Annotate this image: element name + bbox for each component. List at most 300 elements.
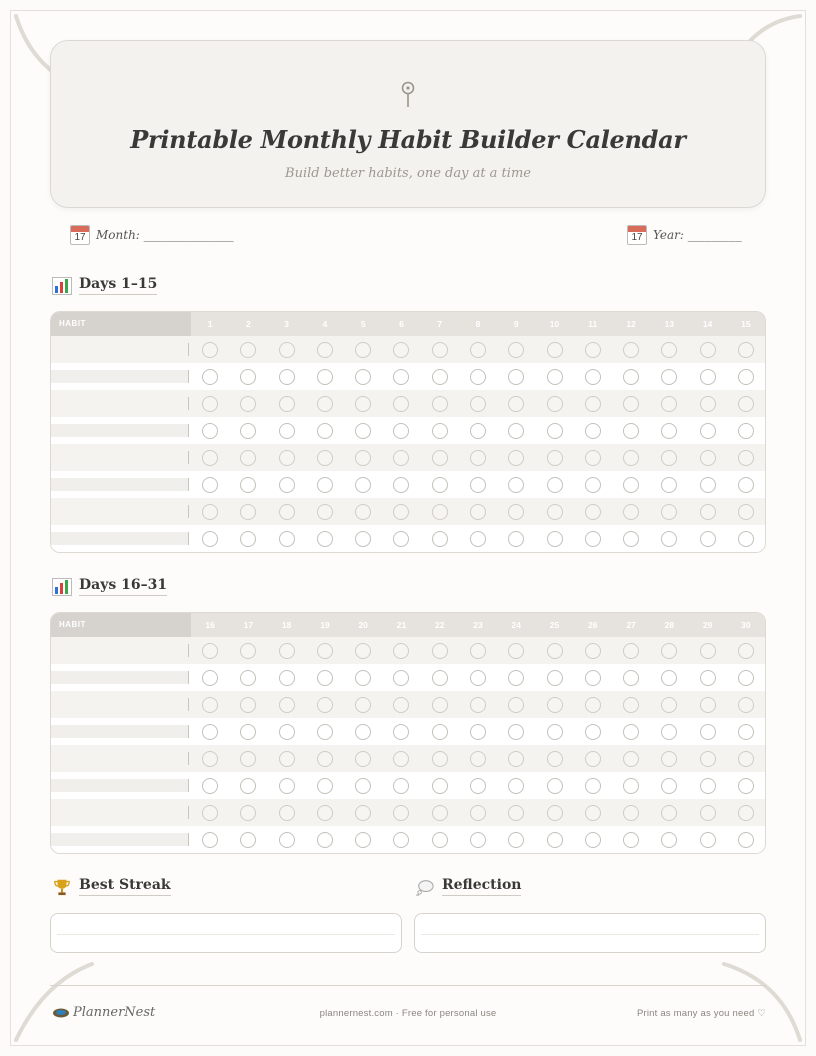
- day-checkbox[interactable]: [585, 724, 601, 740]
- day-checkbox[interactable]: [279, 423, 295, 439]
- day-checkbox[interactable]: [393, 504, 409, 520]
- day-column-header: 11: [588, 319, 598, 329]
- day-checkbox[interactable]: [738, 751, 754, 767]
- day-checkbox[interactable]: [738, 697, 754, 713]
- day-checkbox[interactable]: [508, 369, 524, 385]
- day-checkbox[interactable]: [432, 805, 448, 821]
- day-checkbox[interactable]: [508, 697, 524, 713]
- day-checkbox[interactable]: [279, 369, 295, 385]
- day-checkbox[interactable]: [547, 531, 563, 547]
- day-checkbox[interactable]: [700, 724, 716, 740]
- day-checkbox[interactable]: [470, 805, 486, 821]
- day-checkbox[interactable]: [585, 805, 601, 821]
- day-checkbox[interactable]: [393, 531, 409, 547]
- day-checkbox[interactable]: [508, 342, 524, 358]
- day-checkbox[interactable]: [317, 369, 333, 385]
- day-checkbox[interactable]: [738, 477, 754, 493]
- day-checkbox[interactable]: [470, 369, 486, 385]
- day-checkbox[interactable]: [279, 531, 295, 547]
- day-checkbox[interactable]: [547, 697, 563, 713]
- day-checkbox[interactable]: [508, 724, 524, 740]
- day-checkbox[interactable]: [240, 450, 256, 466]
- table-row: [51, 718, 765, 745]
- day-checkbox[interactable]: [202, 531, 218, 547]
- table-row: [51, 691, 765, 718]
- day-checkbox[interactable]: [623, 778, 639, 794]
- day-checkbox[interactable]: [700, 670, 716, 686]
- day-checkbox[interactable]: [585, 423, 601, 439]
- day-checkbox[interactable]: [393, 670, 409, 686]
- day-checkbox[interactable]: [508, 531, 524, 547]
- habit-name-field[interactable]: [51, 417, 191, 444]
- day-checkbox[interactable]: [393, 396, 409, 412]
- day-checkbox[interactable]: [240, 751, 256, 767]
- day-checkbox[interactable]: [547, 724, 563, 740]
- day-checkbox[interactable]: [585, 477, 601, 493]
- day-checkbox[interactable]: [279, 477, 295, 493]
- day-checkbox[interactable]: [317, 450, 333, 466]
- habit-name-field[interactable]: [51, 772, 191, 799]
- day-checkbox[interactable]: [355, 751, 371, 767]
- day-checkbox[interactable]: [317, 396, 333, 412]
- day-checkbox[interactable]: [585, 643, 601, 659]
- day-checkbox[interactable]: [470, 724, 486, 740]
- day-checkbox[interactable]: [547, 369, 563, 385]
- day-checkbox[interactable]: [585, 369, 601, 385]
- day-checkbox[interactable]: [432, 531, 448, 547]
- day-checkbox[interactable]: [585, 396, 601, 412]
- day-checkbox[interactable]: [393, 423, 409, 439]
- day-checkbox[interactable]: [700, 423, 716, 439]
- day-checkbox[interactable]: [470, 751, 486, 767]
- day-checkbox[interactable]: [279, 724, 295, 740]
- day-checkbox[interactable]: [393, 832, 409, 848]
- bar-chart-icon: [52, 578, 72, 596]
- day-checkbox[interactable]: [202, 477, 218, 493]
- year-label: Year: _________: [653, 228, 742, 242]
- day-checkbox[interactable]: [355, 724, 371, 740]
- day-checkbox[interactable]: [279, 450, 295, 466]
- day-checkbox[interactable]: [738, 805, 754, 821]
- day-checkbox[interactable]: [470, 697, 486, 713]
- day-checkbox[interactable]: [240, 396, 256, 412]
- day-checkbox[interactable]: [240, 697, 256, 713]
- day-column-header: 29: [702, 620, 713, 630]
- day-checkbox[interactable]: [470, 643, 486, 659]
- day-checkbox[interactable]: [738, 369, 754, 385]
- day-checkbox[interactable]: [432, 670, 448, 686]
- best-streak-input[interactable]: [50, 913, 402, 953]
- day-checkbox[interactable]: [355, 805, 371, 821]
- table-row: [51, 664, 765, 691]
- habit-name-field[interactable]: [51, 444, 191, 471]
- day-checkbox[interactable]: [279, 805, 295, 821]
- day-checkbox[interactable]: [317, 751, 333, 767]
- day-checkbox[interactable]: [317, 342, 333, 358]
- day-checkbox[interactable]: [700, 751, 716, 767]
- day-checkbox[interactable]: [738, 504, 754, 520]
- day-checkbox[interactable]: [623, 697, 639, 713]
- day-checkbox[interactable]: [661, 531, 677, 547]
- day-checkbox[interactable]: [661, 450, 677, 466]
- table-header: [51, 312, 765, 336]
- day-checkbox[interactable]: [585, 450, 601, 466]
- day-column-header: 10: [549, 319, 560, 329]
- habit-name-field[interactable]: [51, 637, 191, 664]
- day-checkbox[interactable]: [700, 805, 716, 821]
- day-checkbox[interactable]: [202, 369, 218, 385]
- footer-note: Print as many as you need ♡: [636, 1008, 766, 1019]
- thought-bubble-icon: [415, 878, 435, 896]
- day-checkbox[interactable]: [508, 504, 524, 520]
- day-checkbox[interactable]: [661, 670, 677, 686]
- day-checkbox[interactable]: [470, 396, 486, 412]
- day-checkbox[interactable]: [317, 832, 333, 848]
- day-checkbox[interactable]: [393, 450, 409, 466]
- day-checkbox[interactable]: [623, 805, 639, 821]
- day-checkbox[interactable]: [355, 697, 371, 713]
- day-checkbox[interactable]: [547, 423, 563, 439]
- day-checkbox[interactable]: [700, 643, 716, 659]
- day-checkbox[interactable]: [738, 450, 754, 466]
- habit-column-header: HABIT: [51, 613, 191, 637]
- day-checkbox[interactable]: [470, 450, 486, 466]
- habit-name-field[interactable]: [51, 664, 191, 691]
- day-checkbox[interactable]: [661, 778, 677, 794]
- day-checkbox[interactable]: [623, 531, 639, 547]
- day-checkbox[interactable]: [279, 778, 295, 794]
- calendar-icon: 17: [627, 225, 647, 245]
- habit-name-field[interactable]: [51, 691, 191, 718]
- day-checkbox[interactable]: [508, 805, 524, 821]
- day-checkbox[interactable]: [355, 778, 371, 794]
- day-checkbox[interactable]: [738, 342, 754, 358]
- day-checkbox[interactable]: [202, 805, 218, 821]
- day-checkbox[interactable]: [661, 504, 677, 520]
- day-checkbox[interactable]: [585, 342, 601, 358]
- day-checkbox[interactable]: [661, 751, 677, 767]
- calendar-icon: 17: [70, 225, 90, 245]
- day-checkbox[interactable]: [585, 670, 601, 686]
- day-checkbox[interactable]: [317, 643, 333, 659]
- day-checkbox[interactable]: [202, 423, 218, 439]
- trophy-icon: [52, 878, 72, 896]
- day-checkbox[interactable]: [202, 450, 218, 466]
- day-checkbox[interactable]: [432, 697, 448, 713]
- day-column-header: 3: [284, 319, 290, 329]
- day-checkbox[interactable]: [623, 504, 639, 520]
- table-row: [51, 498, 765, 525]
- day-checkbox[interactable]: [202, 643, 218, 659]
- day-checkbox[interactable]: [317, 504, 333, 520]
- day-checkbox[interactable]: [661, 805, 677, 821]
- day-checkbox[interactable]: [585, 778, 601, 794]
- reflection-heading: [415, 877, 521, 896]
- day-checkbox[interactable]: [355, 531, 371, 547]
- day-checkbox[interactable]: [470, 423, 486, 439]
- day-checkbox[interactable]: [240, 778, 256, 794]
- day-checkbox[interactable]: [470, 778, 486, 794]
- day-column-header: 4: [322, 319, 328, 329]
- day-checkbox[interactable]: [355, 450, 371, 466]
- day-checkbox[interactable]: [700, 778, 716, 794]
- day-checkbox[interactable]: [355, 369, 371, 385]
- day-checkbox[interactable]: [585, 531, 601, 547]
- day-checkbox[interactable]: [623, 477, 639, 493]
- day-checkbox[interactable]: [202, 504, 218, 520]
- day-checkbox[interactable]: [700, 504, 716, 520]
- day-checkbox[interactable]: [279, 643, 295, 659]
- day-checkbox[interactable]: [317, 805, 333, 821]
- day-checkbox[interactable]: [700, 832, 716, 848]
- day-checkbox[interactable]: [279, 342, 295, 358]
- day-checkbox[interactable]: [202, 724, 218, 740]
- day-column-header: 2: [246, 319, 251, 329]
- day-checkbox[interactable]: [240, 724, 256, 740]
- day-checkbox[interactable]: [623, 396, 639, 412]
- day-checkbox[interactable]: [393, 477, 409, 493]
- day-checkbox[interactable]: [393, 697, 409, 713]
- day-checkbox[interactable]: [432, 450, 448, 466]
- habit-name-field[interactable]: [51, 745, 191, 772]
- day-checkbox[interactable]: [279, 832, 295, 848]
- day-column-header: 17: [243, 620, 254, 630]
- day-checkbox[interactable]: [355, 477, 371, 493]
- day-checkbox[interactable]: [202, 778, 218, 794]
- day-checkbox[interactable]: [202, 751, 218, 767]
- day-checkbox[interactable]: [432, 369, 448, 385]
- day-checkbox[interactable]: [585, 504, 601, 520]
- day-checkbox[interactable]: [700, 342, 716, 358]
- day-checkbox[interactable]: [623, 724, 639, 740]
- section-title: Days 16–31: [79, 577, 167, 596]
- day-checkbox[interactable]: [279, 670, 295, 686]
- day-checkbox[interactable]: [432, 342, 448, 358]
- day-checkbox[interactable]: [470, 670, 486, 686]
- day-checkbox[interactable]: [317, 697, 333, 713]
- day-checkbox[interactable]: [700, 396, 716, 412]
- day-checkbox[interactable]: [738, 670, 754, 686]
- day-checkbox[interactable]: [470, 342, 486, 358]
- day-checkbox[interactable]: [700, 450, 716, 466]
- day-checkbox[interactable]: [240, 423, 256, 439]
- day-checkbox[interactable]: [240, 643, 256, 659]
- best-streak-heading: [52, 877, 171, 896]
- day-checkbox[interactable]: [738, 778, 754, 794]
- habit-name-field[interactable]: [51, 363, 191, 390]
- day-checkbox[interactable]: [470, 832, 486, 848]
- day-checkbox[interactable]: [738, 724, 754, 740]
- day-checkbox[interactable]: [661, 724, 677, 740]
- day-checkbox[interactable]: [202, 832, 218, 848]
- day-column-header: 9: [513, 319, 519, 329]
- day-column-header: 21: [396, 620, 407, 630]
- habit-name-field[interactable]: [51, 799, 191, 826]
- day-checkbox[interactable]: [240, 832, 256, 848]
- day-checkbox[interactable]: [202, 342, 218, 358]
- year-field[interactable]: [627, 225, 742, 245]
- day-column-header: 26: [588, 620, 598, 630]
- day-checkbox[interactable]: [432, 724, 448, 740]
- day-checkbox[interactable]: [432, 643, 448, 659]
- day-checkbox[interactable]: [279, 751, 295, 767]
- day-checkbox[interactable]: [700, 477, 716, 493]
- day-checkbox[interactable]: [738, 832, 754, 848]
- table-row: [51, 363, 765, 390]
- day-checkbox[interactable]: [623, 670, 639, 686]
- day-checkbox[interactable]: [585, 832, 601, 848]
- day-checkbox[interactable]: [661, 643, 677, 659]
- day-checkbox[interactable]: [661, 477, 677, 493]
- day-checkbox[interactable]: [317, 477, 333, 493]
- habit-name-field[interactable]: [51, 390, 191, 417]
- table-body: [51, 637, 765, 853]
- day-checkbox[interactable]: [547, 751, 563, 767]
- day-checkbox[interactable]: [432, 423, 448, 439]
- day-checkbox[interactable]: [738, 643, 754, 659]
- footer-divider: [50, 985, 766, 986]
- day-checkbox[interactable]: [508, 778, 524, 794]
- day-checkbox[interactable]: [738, 423, 754, 439]
- day-checkbox[interactable]: [547, 450, 563, 466]
- day-checkbox[interactable]: [547, 396, 563, 412]
- day-checkbox[interactable]: [585, 751, 601, 767]
- day-checkbox[interactable]: [547, 643, 563, 659]
- table-row: [51, 444, 765, 471]
- day-checkbox[interactable]: [393, 342, 409, 358]
- month-field[interactable]: [70, 225, 234, 245]
- day-checkbox[interactable]: [432, 477, 448, 493]
- brand-name: PlannerNest: [73, 1005, 156, 1020]
- day-checkbox[interactable]: [240, 504, 256, 520]
- day-checkbox[interactable]: [355, 423, 371, 439]
- day-checkbox[interactable]: [355, 396, 371, 412]
- day-checkbox[interactable]: [508, 450, 524, 466]
- day-checkbox[interactable]: [547, 342, 563, 358]
- day-checkbox[interactable]: [623, 832, 639, 848]
- day-checkbox[interactable]: [623, 450, 639, 466]
- day-checkbox[interactable]: [547, 832, 563, 848]
- day-checkbox[interactable]: [738, 531, 754, 547]
- section-title: Reflection: [442, 877, 521, 896]
- day-checkbox[interactable]: [547, 778, 563, 794]
- day-checkbox[interactable]: [432, 504, 448, 520]
- day-checkbox[interactable]: [470, 504, 486, 520]
- day-checkbox[interactable]: [317, 531, 333, 547]
- day-checkbox[interactable]: [279, 697, 295, 713]
- day-checkbox[interactable]: [240, 805, 256, 821]
- day-checkbox[interactable]: [317, 778, 333, 794]
- day-checkbox[interactable]: [508, 832, 524, 848]
- section-days-16-31-heading: [52, 577, 167, 596]
- day-column-header: 20: [358, 620, 368, 630]
- footer-website: plannernest.com · Free for personal use: [319, 1008, 497, 1019]
- day-checkbox[interactable]: [661, 423, 677, 439]
- day-column-header: 15: [741, 319, 751, 329]
- habit-name-field[interactable]: [51, 471, 191, 498]
- day-checkbox[interactable]: [508, 643, 524, 659]
- day-checkbox[interactable]: [508, 423, 524, 439]
- day-checkbox[interactable]: [432, 832, 448, 848]
- day-checkbox[interactable]: [623, 643, 639, 659]
- day-checkbox[interactable]: [547, 670, 563, 686]
- day-checkbox[interactable]: [355, 504, 371, 520]
- day-checkbox[interactable]: [393, 751, 409, 767]
- day-checkbox[interactable]: [355, 643, 371, 659]
- day-checkbox[interactable]: [432, 778, 448, 794]
- day-checkbox[interactable]: [470, 477, 486, 493]
- day-checkbox[interactable]: [661, 342, 677, 358]
- day-checkbox[interactable]: [661, 832, 677, 848]
- table-header: [51, 613, 765, 637]
- habit-name-field[interactable]: [51, 826, 191, 853]
- day-checkbox[interactable]: [508, 477, 524, 493]
- day-checkbox[interactable]: [547, 805, 563, 821]
- day-checkbox[interactable]: [623, 423, 639, 439]
- day-checkbox[interactable]: [202, 697, 218, 713]
- habit-name-field[interactable]: [51, 525, 191, 552]
- table-row: [51, 772, 765, 799]
- day-checkbox[interactable]: [355, 670, 371, 686]
- habit-name-field[interactable]: [51, 718, 191, 745]
- day-checkbox[interactable]: [240, 477, 256, 493]
- day-checkbox[interactable]: [202, 396, 218, 412]
- day-checkbox[interactable]: [547, 477, 563, 493]
- day-checkbox[interactable]: [240, 531, 256, 547]
- day-checkbox[interactable]: [738, 396, 754, 412]
- day-checkbox[interactable]: [623, 751, 639, 767]
- day-checkbox[interactable]: [661, 396, 677, 412]
- day-checkbox[interactable]: [317, 724, 333, 740]
- day-checkbox[interactable]: [623, 342, 639, 358]
- day-checkbox[interactable]: [700, 531, 716, 547]
- day-checkbox[interactable]: [355, 832, 371, 848]
- day-checkbox[interactable]: [585, 697, 601, 713]
- day-checkbox[interactable]: [393, 805, 409, 821]
- day-checkbox[interactable]: [317, 423, 333, 439]
- day-checkbox[interactable]: [393, 643, 409, 659]
- table-row: [51, 525, 765, 552]
- day-checkbox[interactable]: [240, 670, 256, 686]
- day-checkbox[interactable]: [661, 697, 677, 713]
- day-checkbox[interactable]: [355, 342, 371, 358]
- day-checkbox[interactable]: [202, 670, 218, 686]
- reflection-input[interactable]: [414, 913, 766, 953]
- day-checkbox[interactable]: [508, 670, 524, 686]
- day-checkbox[interactable]: [393, 369, 409, 385]
- table-row: [51, 745, 765, 772]
- day-checkbox[interactable]: [623, 369, 639, 385]
- day-checkbox[interactable]: [393, 724, 409, 740]
- day-checkbox[interactable]: [508, 396, 524, 412]
- day-checkbox[interactable]: [240, 342, 256, 358]
- day-checkbox[interactable]: [700, 369, 716, 385]
- day-checkbox[interactable]: [508, 751, 524, 767]
- day-checkbox[interactable]: [317, 670, 333, 686]
- day-checkbox[interactable]: [470, 531, 486, 547]
- day-checkbox[interactable]: [240, 369, 256, 385]
- habit-name-field[interactable]: [51, 336, 191, 363]
- day-checkbox[interactable]: [700, 697, 716, 713]
- day-checkbox[interactable]: [547, 504, 563, 520]
- day-checkbox[interactable]: [432, 396, 448, 412]
- day-checkbox[interactable]: [279, 504, 295, 520]
- habit-name-field[interactable]: [51, 498, 191, 525]
- day-checkbox[interactable]: [432, 751, 448, 767]
- day-checkbox[interactable]: [279, 396, 295, 412]
- day-checkbox[interactable]: [661, 369, 677, 385]
- day-checkbox[interactable]: [393, 778, 409, 794]
